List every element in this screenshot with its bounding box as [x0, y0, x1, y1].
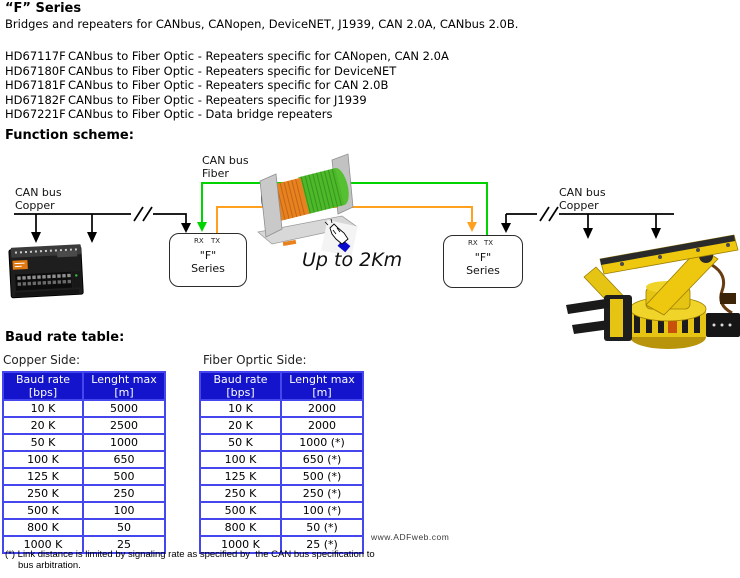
table-cell: 2500	[83, 417, 165, 434]
website-link[interactable]: www.ADFweb.com	[371, 532, 450, 542]
product-code: HD67117F	[5, 49, 66, 63]
can-device-image	[9, 244, 84, 298]
distance-label: Up to 2Km	[302, 249, 403, 271]
page-title: “F” Series	[5, 1, 82, 16]
right-bus-label-line2: Copper	[559, 199, 599, 212]
table-cell: 25	[83, 536, 165, 553]
table-row	[200, 434, 363, 451]
table-row	[200, 468, 363, 485]
table-cell: 100 K	[3, 451, 83, 468]
table-cell: 1000 K	[3, 536, 83, 553]
baud-rate-heading: Baud rate table:	[5, 330, 125, 345]
product-code: HD67182F	[5, 92, 66, 107]
table-row	[200, 400, 363, 417]
table-cell: 1000 K	[200, 536, 281, 553]
table-cell: 25 (*)	[281, 536, 363, 553]
table-cell: 650 (*)	[281, 451, 363, 468]
table-row	[3, 434, 165, 451]
table-cell: 250 (*)	[281, 485, 363, 502]
left-bus-label-line2: Copper	[15, 199, 55, 212]
table-cell: 1000	[83, 434, 165, 451]
rx-port-label: RX	[194, 237, 204, 245]
table-row	[200, 502, 363, 519]
product-description: CANbus to Fiber Optic - Data bridge repeaters	[68, 107, 333, 121]
table-row	[3, 519, 165, 536]
table-cell: 800 K	[200, 519, 281, 536]
product-row	[5, 78, 449, 93]
robot-arm-image	[566, 235, 740, 349]
table-cell: 20 K	[200, 417, 281, 434]
left-bus-label	[15, 186, 62, 212]
product-code: HD67180F	[5, 63, 66, 78]
product-row	[5, 64, 449, 79]
fiber-side-label: Fiber Oprtic Side:	[203, 353, 307, 367]
repeater-name-line2: Series	[466, 264, 500, 277]
table-row	[200, 485, 363, 502]
page-subtitle: Bridges and repeaters for CANbus, CANopen, DeviceNET, J1939, CAN 2.0A, CANbus 2.0B.	[5, 17, 519, 31]
right-bus-label	[559, 186, 606, 212]
repeater-box-left	[169, 233, 247, 287]
table-header-row	[200, 372, 363, 400]
table-cell: 800 K	[3, 519, 83, 536]
left-copper-bus-line	[14, 207, 191, 243]
table-cell: 50	[83, 519, 165, 536]
table-cell: 10 K	[3, 400, 83, 417]
function-scheme-diagram	[0, 147, 740, 355]
table-cell: 50 K	[200, 434, 281, 451]
fiber-table-body	[200, 400, 363, 553]
table-cell: 500 (*)	[281, 468, 363, 485]
table-cell: 250 K	[3, 485, 83, 502]
table-row	[3, 502, 165, 519]
product-row	[5, 93, 449, 108]
table-cell: 100 K	[200, 451, 281, 468]
fiber-label-line2: Fiber	[202, 167, 229, 180]
table-row	[3, 400, 165, 417]
rx-port-label: RX	[468, 239, 478, 247]
product-code: HD67181F	[5, 78, 66, 92]
table-cell: 5000	[83, 400, 165, 417]
product-description: CANbus to Fiber Optic - Repeaters specific for J1939	[68, 92, 367, 107]
footnote-line2: bus arbitration.	[18, 560, 81, 571]
fiber-baud-table	[199, 371, 364, 554]
repeater-name-line1: "F"	[199, 249, 217, 262]
table-cell: 250 K	[200, 485, 281, 502]
table-cell: 1000 (*)	[281, 434, 363, 451]
product-row	[5, 49, 449, 64]
footnote-line1: (*) Link distance is limited by signaling rate as specified by the CAN bus specification to	[5, 549, 375, 560]
copper-table-body	[3, 400, 165, 553]
tx-port-label: TX	[211, 237, 221, 245]
table-cell: 100	[83, 502, 165, 519]
length-max-column-header: Lenght max [m]	[281, 372, 363, 400]
table-header-row	[3, 372, 165, 400]
table-cell: 50 (*)	[281, 519, 363, 536]
table-row	[200, 451, 363, 468]
table-cell: 10 K	[200, 400, 281, 417]
product-description: CANbus to Fiber Optic - Repeaters specific for CANopen, CAN 2.0A	[68, 49, 449, 63]
copper-side-label: Copper Side:	[3, 353, 81, 367]
product-list	[5, 49, 449, 122]
repeater-name-line1: "F"	[474, 251, 492, 264]
table-cell: 250	[83, 485, 165, 502]
footnote	[5, 549, 375, 571]
product-description: CANbus to Fiber Optic - Repeaters specific for DeviceNET	[68, 63, 397, 78]
table-row	[3, 468, 165, 485]
fiber-label	[202, 154, 249, 180]
table-row	[200, 519, 363, 536]
table-cell: 2000	[281, 417, 363, 434]
table-cell: 100 (*)	[281, 502, 363, 519]
table-cell: 500 K	[3, 502, 83, 519]
table-row	[200, 417, 363, 434]
table-cell: 50 K	[3, 434, 83, 451]
product-row	[5, 107, 449, 122]
product-description: CANbus to Fiber Optic - Repeaters specific for CAN 2.0B	[68, 78, 389, 92]
table-cell: 20 K	[3, 417, 83, 434]
table-row	[3, 451, 165, 468]
left-bus-label-line1: CAN bus	[15, 186, 62, 199]
right-bus-label-line1: CAN bus	[559, 186, 606, 199]
fiber-label-line1: CAN bus	[202, 154, 249, 167]
copper-baud-table	[2, 371, 166, 554]
table-cell: 125 K	[200, 468, 281, 485]
length-max-column-header: Lenght max [m]	[83, 372, 165, 400]
product-code: HD67221F	[5, 107, 66, 121]
table-cell: 500	[83, 468, 165, 485]
table-row	[3, 417, 165, 434]
repeater-box-right	[443, 235, 523, 288]
tx-port-label: TX	[484, 239, 494, 247]
table-row	[3, 485, 165, 502]
baud-rate-column-header: Baud rate [bps]	[3, 372, 83, 400]
baud-rate-column-header: Baud rate [bps]	[200, 372, 281, 400]
repeater-name-line2: Series	[191, 262, 225, 275]
function-scheme-heading: Function scheme:	[5, 128, 134, 143]
table-cell: 650	[83, 451, 165, 468]
table-cell: 500 K	[200, 502, 281, 519]
table-cell: 125 K	[3, 468, 83, 485]
table-cell: 2000	[281, 400, 363, 417]
